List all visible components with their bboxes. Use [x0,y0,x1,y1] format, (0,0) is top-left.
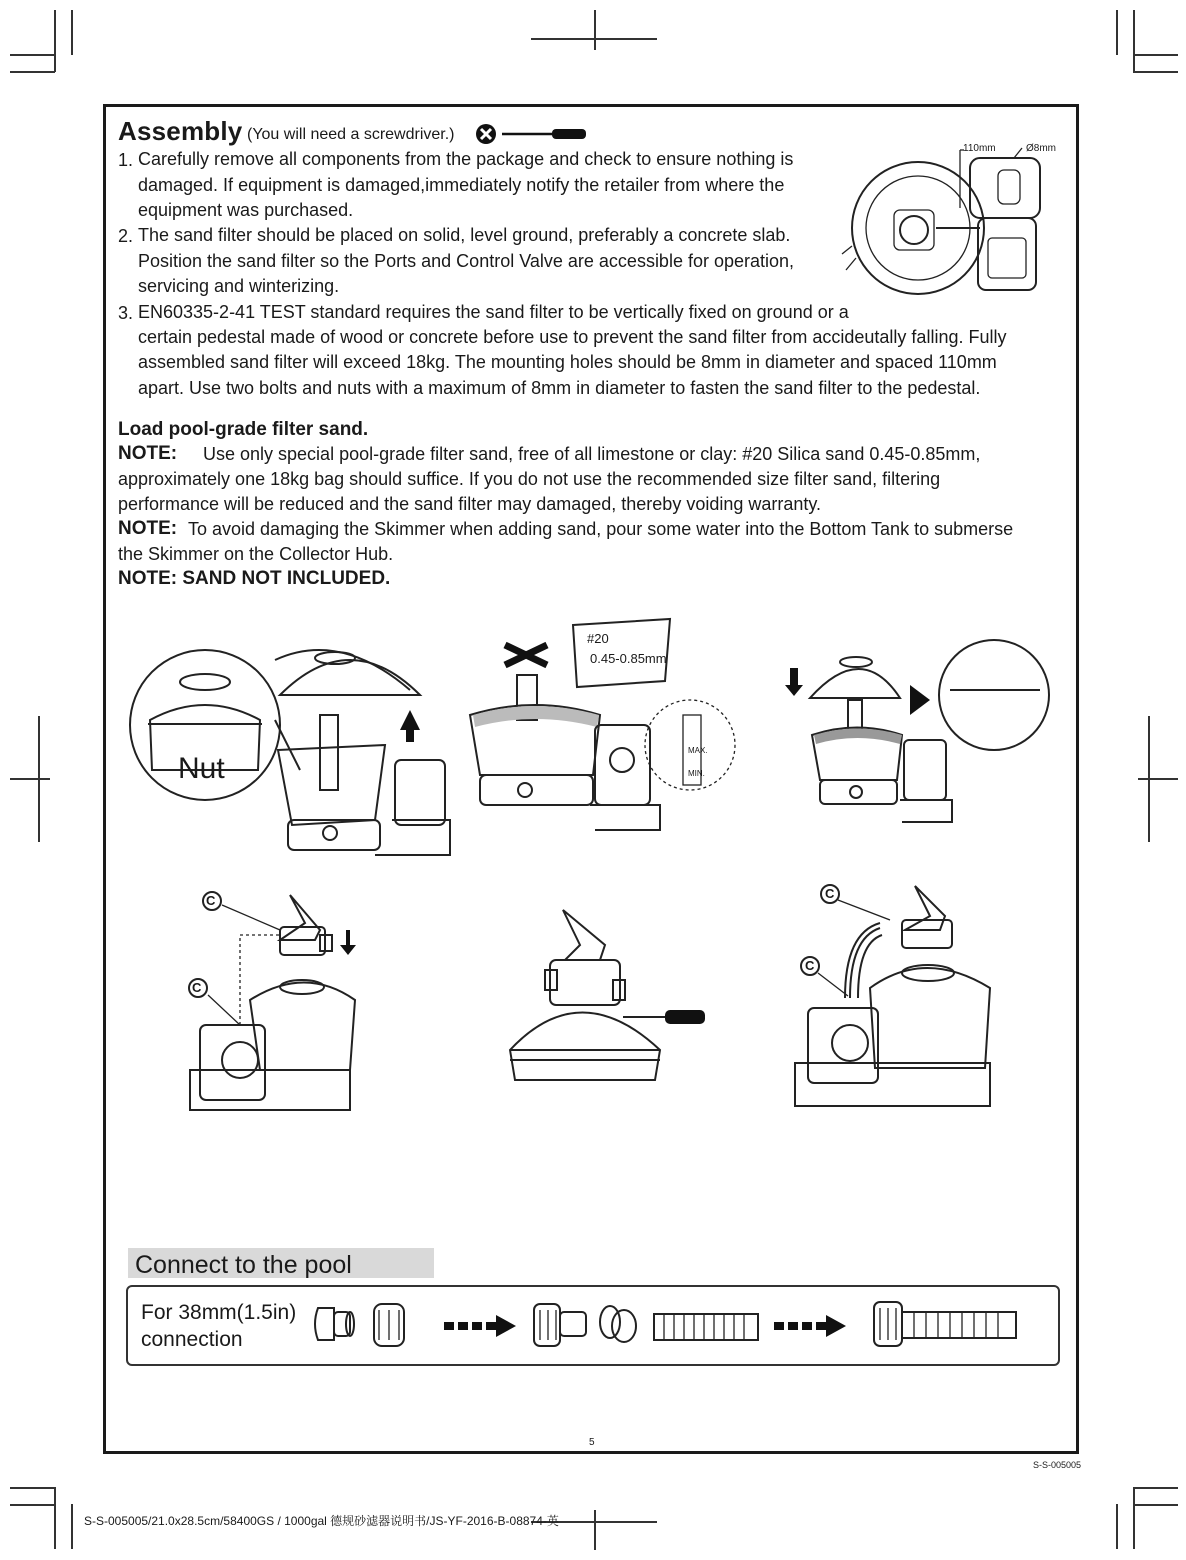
crop-mark [10,54,55,56]
note-1-line: performance will be reduced and the sand filter may damaged, thereby voiding warranty. [118,494,822,514]
crop-mark [594,1510,596,1550]
crop-mark [594,10,596,50]
step-3-line: apart. Use two bolts and nuts with a maximum of 8mm in diameter to fasten the sand filter to the pedestal. [138,378,981,398]
step-2-line: The sand filter should be placed on solid, level ground, preferably a concrete slab. [138,225,791,245]
crop-mark [1133,1487,1178,1489]
note-label: NOTE: [118,443,178,464]
arrow-icon [440,1311,520,1341]
crop-mark [1116,10,1118,55]
spacing-label: 110mm [963,143,996,154]
connection-size-label: For 38mm(1.5in) [141,1301,297,1324]
crop-mark [54,1487,56,1549]
step-2-line: servicing and winterizing. [138,276,340,296]
callout-c: C [825,886,835,901]
sand-bag-label: #20 [587,631,609,646]
step-1-line: Carefully remove all components from the package and check to ensure nothing is [138,149,794,169]
crop-mark [1133,71,1178,73]
screwdriver-icon [474,122,594,146]
crop-mark [1133,1504,1178,1506]
callout-c: C [805,958,815,973]
adapter-icon [312,1300,392,1350]
assembled-adapter-icon [532,1300,762,1350]
step-3-line: EN60335-2-41 TEST standard requires the sand filter to be vertically fixed on ground or a [138,302,849,322]
crop-mark [10,778,50,780]
sand-bag-label: 0.45-0.85mm [590,651,667,666]
figure-tighten-clamp [505,905,715,1125]
figure-replace-dome [782,640,1062,840]
nut-label: Nut [178,752,225,785]
connection-label: connection [141,1328,243,1351]
crop-mark [10,1504,55,1506]
figure-remove-dome [130,620,460,880]
note-2-line: the Skimmer on the Collector Hub. [118,544,394,564]
figure-pour-sand [465,615,765,845]
callout-c: C [206,893,216,908]
note-2-line: To avoid damaging the Skimmer when adding sand, pour some water into the Bottom Tank to submerse [188,519,1014,539]
step-3-line: certain pedestal made of wood or concrete before use to prevent the sand filter from accideutally falling. Fully [138,327,1007,347]
figure-connect-hose [790,878,1010,1128]
step-number: 2. [118,226,134,246]
crop-mark [1133,10,1135,72]
hole-diameter-label: Ø8mm [1026,143,1056,154]
step-number: 3. [118,303,134,323]
assembly-subtitle: (You will need a screwdriver.) [247,126,455,143]
max-label: MAX. [688,746,708,755]
crop-mark [10,71,55,73]
note-1-line: Use only special pool-grade filter sand, free of all limestone or clay: #20 Silica sand 0.45-0.85mm, [203,444,981,464]
callout-c: C [192,980,202,995]
note-1-line: approximately one 18kg bag should suffice. If you do not use the recommended size filter sand, filtering [118,469,941,489]
mounting-diagram [840,138,1070,308]
crop-mark [1116,1504,1118,1549]
crop-mark [71,1504,73,1549]
crop-mark [1133,54,1178,56]
doc-code: S-S-005005 [1033,1460,1082,1470]
step-2-line: Position the sand filter so the Ports and Control Valve are accessible for operation, [138,251,795,271]
print-info: S-S-005005/21.0x28.5cm/58400GS / 1000gal 德规砂滤器说明书/JS-YF-2016-B-08874-英 [84,1514,559,1528]
step-number: 1. [118,150,134,170]
crop-mark [1133,1487,1135,1549]
sand-not-included-note: NOTE: SAND NOT INCLUDED. [118,568,391,589]
crop-mark [531,38,657,40]
step-3-line: assembled sand filter will exceed 18kg. The mounting holes should be 8mm in diameter and spaced 110mm [138,352,997,372]
crop-mark [1138,778,1178,780]
arrow-icon [770,1311,850,1341]
assembly-title: Assembly [118,116,243,146]
sand-heading: Load pool-grade filter sand. [118,419,369,440]
hose-connected-icon [870,1298,1020,1348]
crop-mark [10,1487,55,1489]
page-number: 5 [589,1437,595,1448]
figure-install-valve [180,885,400,1125]
step-1-line: damaged. If equipment is damaged,immediately notify the retailer from where the [138,175,785,195]
crop-mark [54,10,56,72]
connect-title: Connect to the pool [128,1248,434,1278]
step-1-line: equipment was purchased. [138,200,354,220]
note-label: NOTE: [118,518,178,539]
min-label: MIN. [688,769,705,778]
crop-mark [71,10,73,55]
